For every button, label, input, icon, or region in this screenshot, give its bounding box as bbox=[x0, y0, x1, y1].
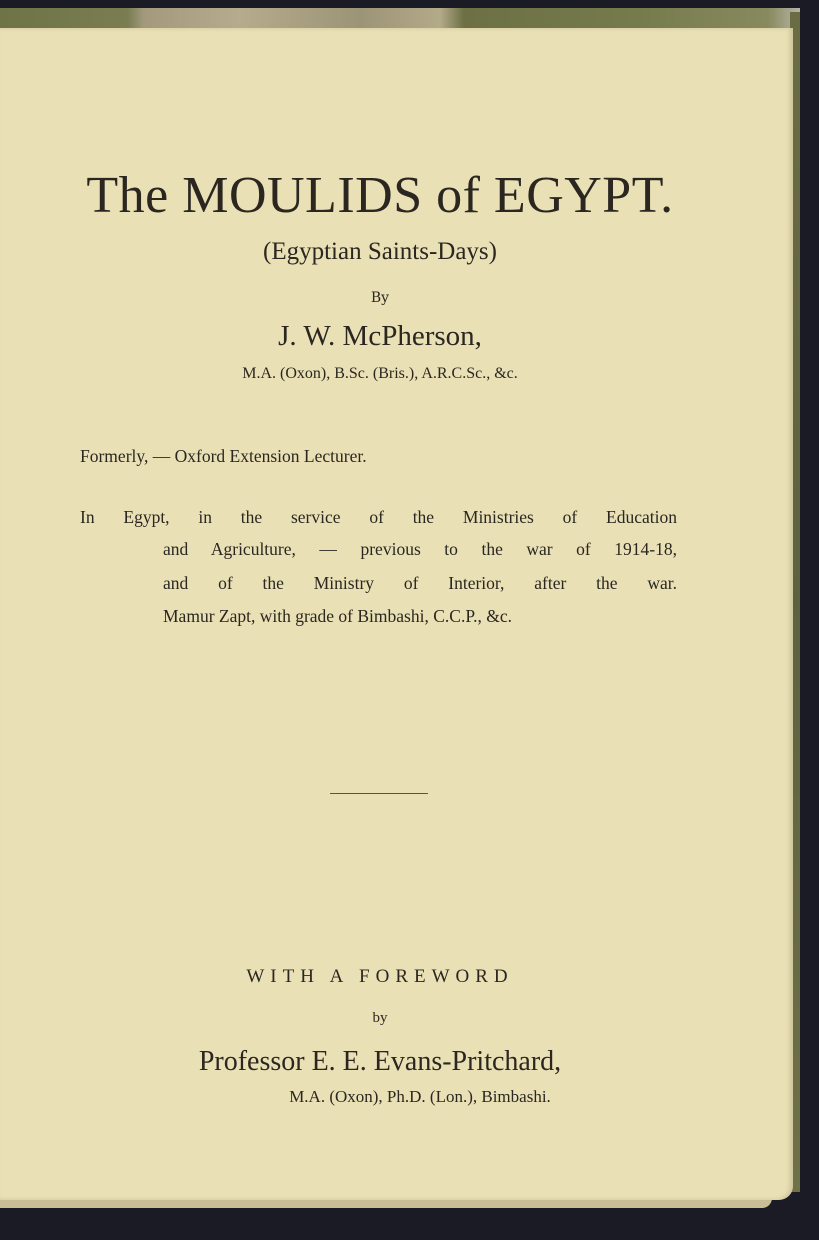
career-line-3: and of the Ministry of Interior, after the war. bbox=[163, 573, 677, 593]
author-name: J. W. McPherson, bbox=[278, 320, 482, 352]
foreword-author-credentials: M.A. (Oxon), Ph.D. (Lon.), Bimbashi. bbox=[289, 1087, 551, 1106]
section-divider bbox=[330, 793, 428, 794]
book-title: The MOULIDS of EGYPT. bbox=[86, 167, 674, 224]
by-label: By bbox=[370, 290, 390, 306]
foreword-author: Professor E. E. Evans-Pritchard, bbox=[198, 1046, 562, 1077]
foreword-heading: WITH A FOREWORD bbox=[246, 966, 514, 987]
foreword-by-label: by bbox=[372, 1010, 388, 1026]
author-credentials: M.A. (Oxon), B.Sc. (Bris.), A.R.C.Sc., &c. bbox=[242, 365, 518, 382]
career-line-2: and Agriculture, — previous to the war of 1914-18, bbox=[163, 539, 677, 559]
career-line-1: In Egypt, in the service of the Ministries of Education bbox=[80, 507, 677, 527]
title-page bbox=[0, 28, 793, 1200]
formerly-line: Formerly, — Oxford Extension Lecturer. bbox=[80, 446, 367, 466]
book-subtitle: (Egyptian Saints-Days) bbox=[263, 238, 497, 265]
book-cover-top-edge bbox=[0, 8, 800, 30]
career-line-4: Mamur Zapt, with grade of Bimbashi, C.C.P., &c. bbox=[163, 606, 512, 626]
